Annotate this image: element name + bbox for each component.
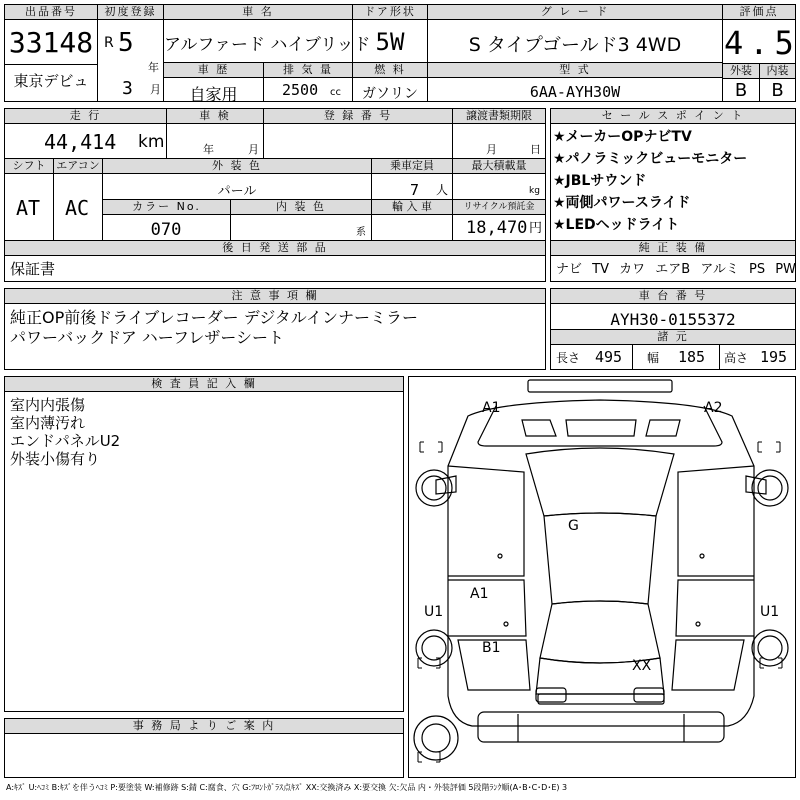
mileage: 44,414 — [44, 130, 117, 154]
equip-item: カワ — [619, 262, 646, 277]
damage-mark: A1 — [482, 400, 501, 416]
door-type: 5W — [375, 28, 405, 56]
len-label: 長さ — [556, 351, 581, 365]
damage-mark: B1 — [482, 640, 501, 656]
ext-int-divider — [759, 78, 760, 102]
shift-label: シフト — [4, 158, 54, 174]
dims-label: 諸 元 — [550, 329, 796, 345]
grade-label: グ レ ー ド — [427, 4, 723, 20]
disp-label: 排 気 量 — [263, 62, 353, 78]
load-label: 最大積載量 — [452, 158, 546, 174]
reg-month: 3 — [122, 78, 133, 99]
wid-label: 幅 — [647, 351, 660, 365]
recycle-unit: 円 — [529, 221, 543, 236]
sales-point: ★LEDヘッドライト — [553, 217, 680, 233]
int-grade: B — [771, 80, 784, 101]
sales-point: ★メーカーOPナビTV — [553, 129, 692, 145]
equip-list — [556, 263, 796, 276]
row-a-col2 — [263, 123, 264, 159]
notes-line: 純正OP前後ドライブレコーダー デジタルインナーミラー — [10, 308, 418, 327]
inspector-line: 室内薄汚れ — [10, 414, 86, 432]
grade: S タイプゴールド3 4WD — [468, 34, 682, 56]
ext-label: 外装 — [722, 63, 760, 79]
chassis-number: AYH30-0155372 — [610, 310, 736, 329]
month-unit: 月 — [150, 83, 161, 96]
ext-grade: B — [734, 80, 748, 101]
recycle-fee: 18,470 — [466, 218, 528, 238]
damage-mark: XX — [632, 658, 652, 674]
score: 4.5 — [724, 24, 800, 62]
insp-year-unit: 年 — [203, 143, 214, 156]
damage-mark: A1 — [470, 586, 489, 602]
doc-month-unit: 月 — [486, 143, 497, 156]
equip-label: 純 正 装 備 — [550, 240, 796, 256]
color-label: 外 装 色 — [102, 158, 372, 174]
later-parts: 保証書 — [10, 260, 56, 278]
doc-day-unit: 日 — [530, 143, 541, 156]
type-label: 型 式 — [427, 62, 723, 78]
damage-mark: U1 — [424, 604, 444, 620]
row-c-col — [230, 214, 231, 241]
model-name: アルファード ハイブリッド — [164, 35, 371, 55]
int-label: 内装 — [759, 63, 796, 79]
exterior-color: パール — [217, 184, 257, 199]
damage-mark: A2 — [704, 400, 723, 416]
mileage-label: 走 行 — [4, 108, 167, 124]
notes-line: パワーバックドア ハーフレザーシート — [10, 328, 285, 347]
debut-badge: 東京デビュ — [13, 72, 89, 90]
model-type: 6AA-AYH30W — [529, 83, 621, 101]
mileage-unit: km — [138, 132, 165, 152]
length: 495 — [595, 348, 623, 366]
inspector-label: 検 査 員 記 入 欄 — [4, 376, 404, 392]
color-number: 070 — [150, 220, 182, 240]
equip-item: TV — [592, 262, 609, 277]
damage-mark: U1 — [760, 604, 780, 620]
door-border — [352, 19, 428, 63]
ac-label: エアコン — [53, 158, 103, 174]
equip-item: ナビ — [556, 262, 583, 277]
capacity-label: 乗車定員 — [371, 158, 453, 174]
equip-item: PW — [775, 262, 796, 277]
capacity: 7 — [410, 181, 420, 199]
car-diagram — [408, 376, 796, 778]
disp-unit: cc — [330, 87, 341, 98]
lot-number: 33148 — [8, 26, 94, 59]
shift: AT — [16, 196, 41, 220]
year-unit: 年 — [148, 61, 159, 74]
office-label: 事 務 局 よ り ご 案 内 — [4, 718, 404, 734]
lot-label: 出品番号 — [4, 4, 98, 20]
history-label: 車 歴 — [163, 62, 264, 78]
reg-no-label: 登 録 番 号 — [263, 108, 453, 124]
era: R — [104, 35, 114, 51]
ac: AC — [65, 196, 90, 220]
fuel-label: 燃 料 — [352, 62, 428, 78]
damage-mark: G — [568, 518, 579, 534]
width: 185 — [678, 348, 706, 366]
inspector-line: 外装小傷有り — [10, 450, 101, 468]
displacement: 2500 — [282, 81, 319, 99]
dims-dividers — [632, 344, 720, 370]
sales-point: ★両側パワースライド — [553, 195, 691, 211]
sales-point: ★JBLサウンド — [553, 173, 647, 189]
score-label: 評価点 — [722, 4, 796, 20]
interior-label: 内 装 色 — [230, 199, 372, 215]
inspector-line: エンドパネルU2 — [10, 432, 121, 450]
later-parts-label: 後 日 発 送 部 品 — [4, 240, 546, 256]
equip-item: アルミ — [700, 262, 739, 277]
recycle-label: リサイクル預託金 — [452, 199, 546, 215]
door-label: ドア形状 — [352, 4, 428, 20]
height: 195 — [760, 348, 788, 366]
doc-label: 譲渡書類期限 — [452, 108, 546, 124]
history: 自家用 — [189, 85, 238, 104]
insp-month-unit: 月 — [248, 143, 259, 156]
import-label: 輸 入 車 — [371, 199, 453, 215]
capacity-unit: 人 — [436, 183, 449, 197]
reg-year: 5 — [118, 28, 134, 58]
equip-item: PS — [748, 262, 766, 277]
bracket-marks — [418, 442, 782, 762]
notes-label: 注 意 事 項 欄 — [4, 288, 546, 304]
sales-label: セ ー ル ス ポ イ ン ト — [550, 108, 796, 124]
color-no-label: カラー No. — [102, 199, 231, 215]
legend: A:ｷｽﾞ U:ﾍｺﾐ B:ｷｽﾞを伴うﾍｺﾐ P:要塗装 W:補修跡 S:錆 C:腐食、穴 G:ﾌﾛﾝﾄｶﾞﾗｽ点ｷｽﾞ XX:交換済み X:要交換 欠:欠品 内・外装評価 5段階ﾗﾝｸ順(A･B･C･D･E) 3 — [6, 783, 568, 792]
first-reg-label: 初度登録 — [97, 4, 164, 20]
interior-unit: 系 — [356, 227, 366, 238]
inspection-label: 車 検 — [166, 108, 264, 124]
load-unit: kg — [529, 186, 540, 196]
model-label: 車 名 — [163, 4, 353, 20]
hgt-label: 高さ — [724, 351, 749, 365]
equip-item: エアB — [655, 262, 691, 277]
sales-point: ★パノラミックビューモニター — [553, 151, 748, 167]
fuel: ガソリン — [362, 86, 418, 102]
inspector-line: 室内内張傷 — [10, 396, 86, 414]
chassis-label: 車 台 番 号 — [550, 288, 796, 304]
